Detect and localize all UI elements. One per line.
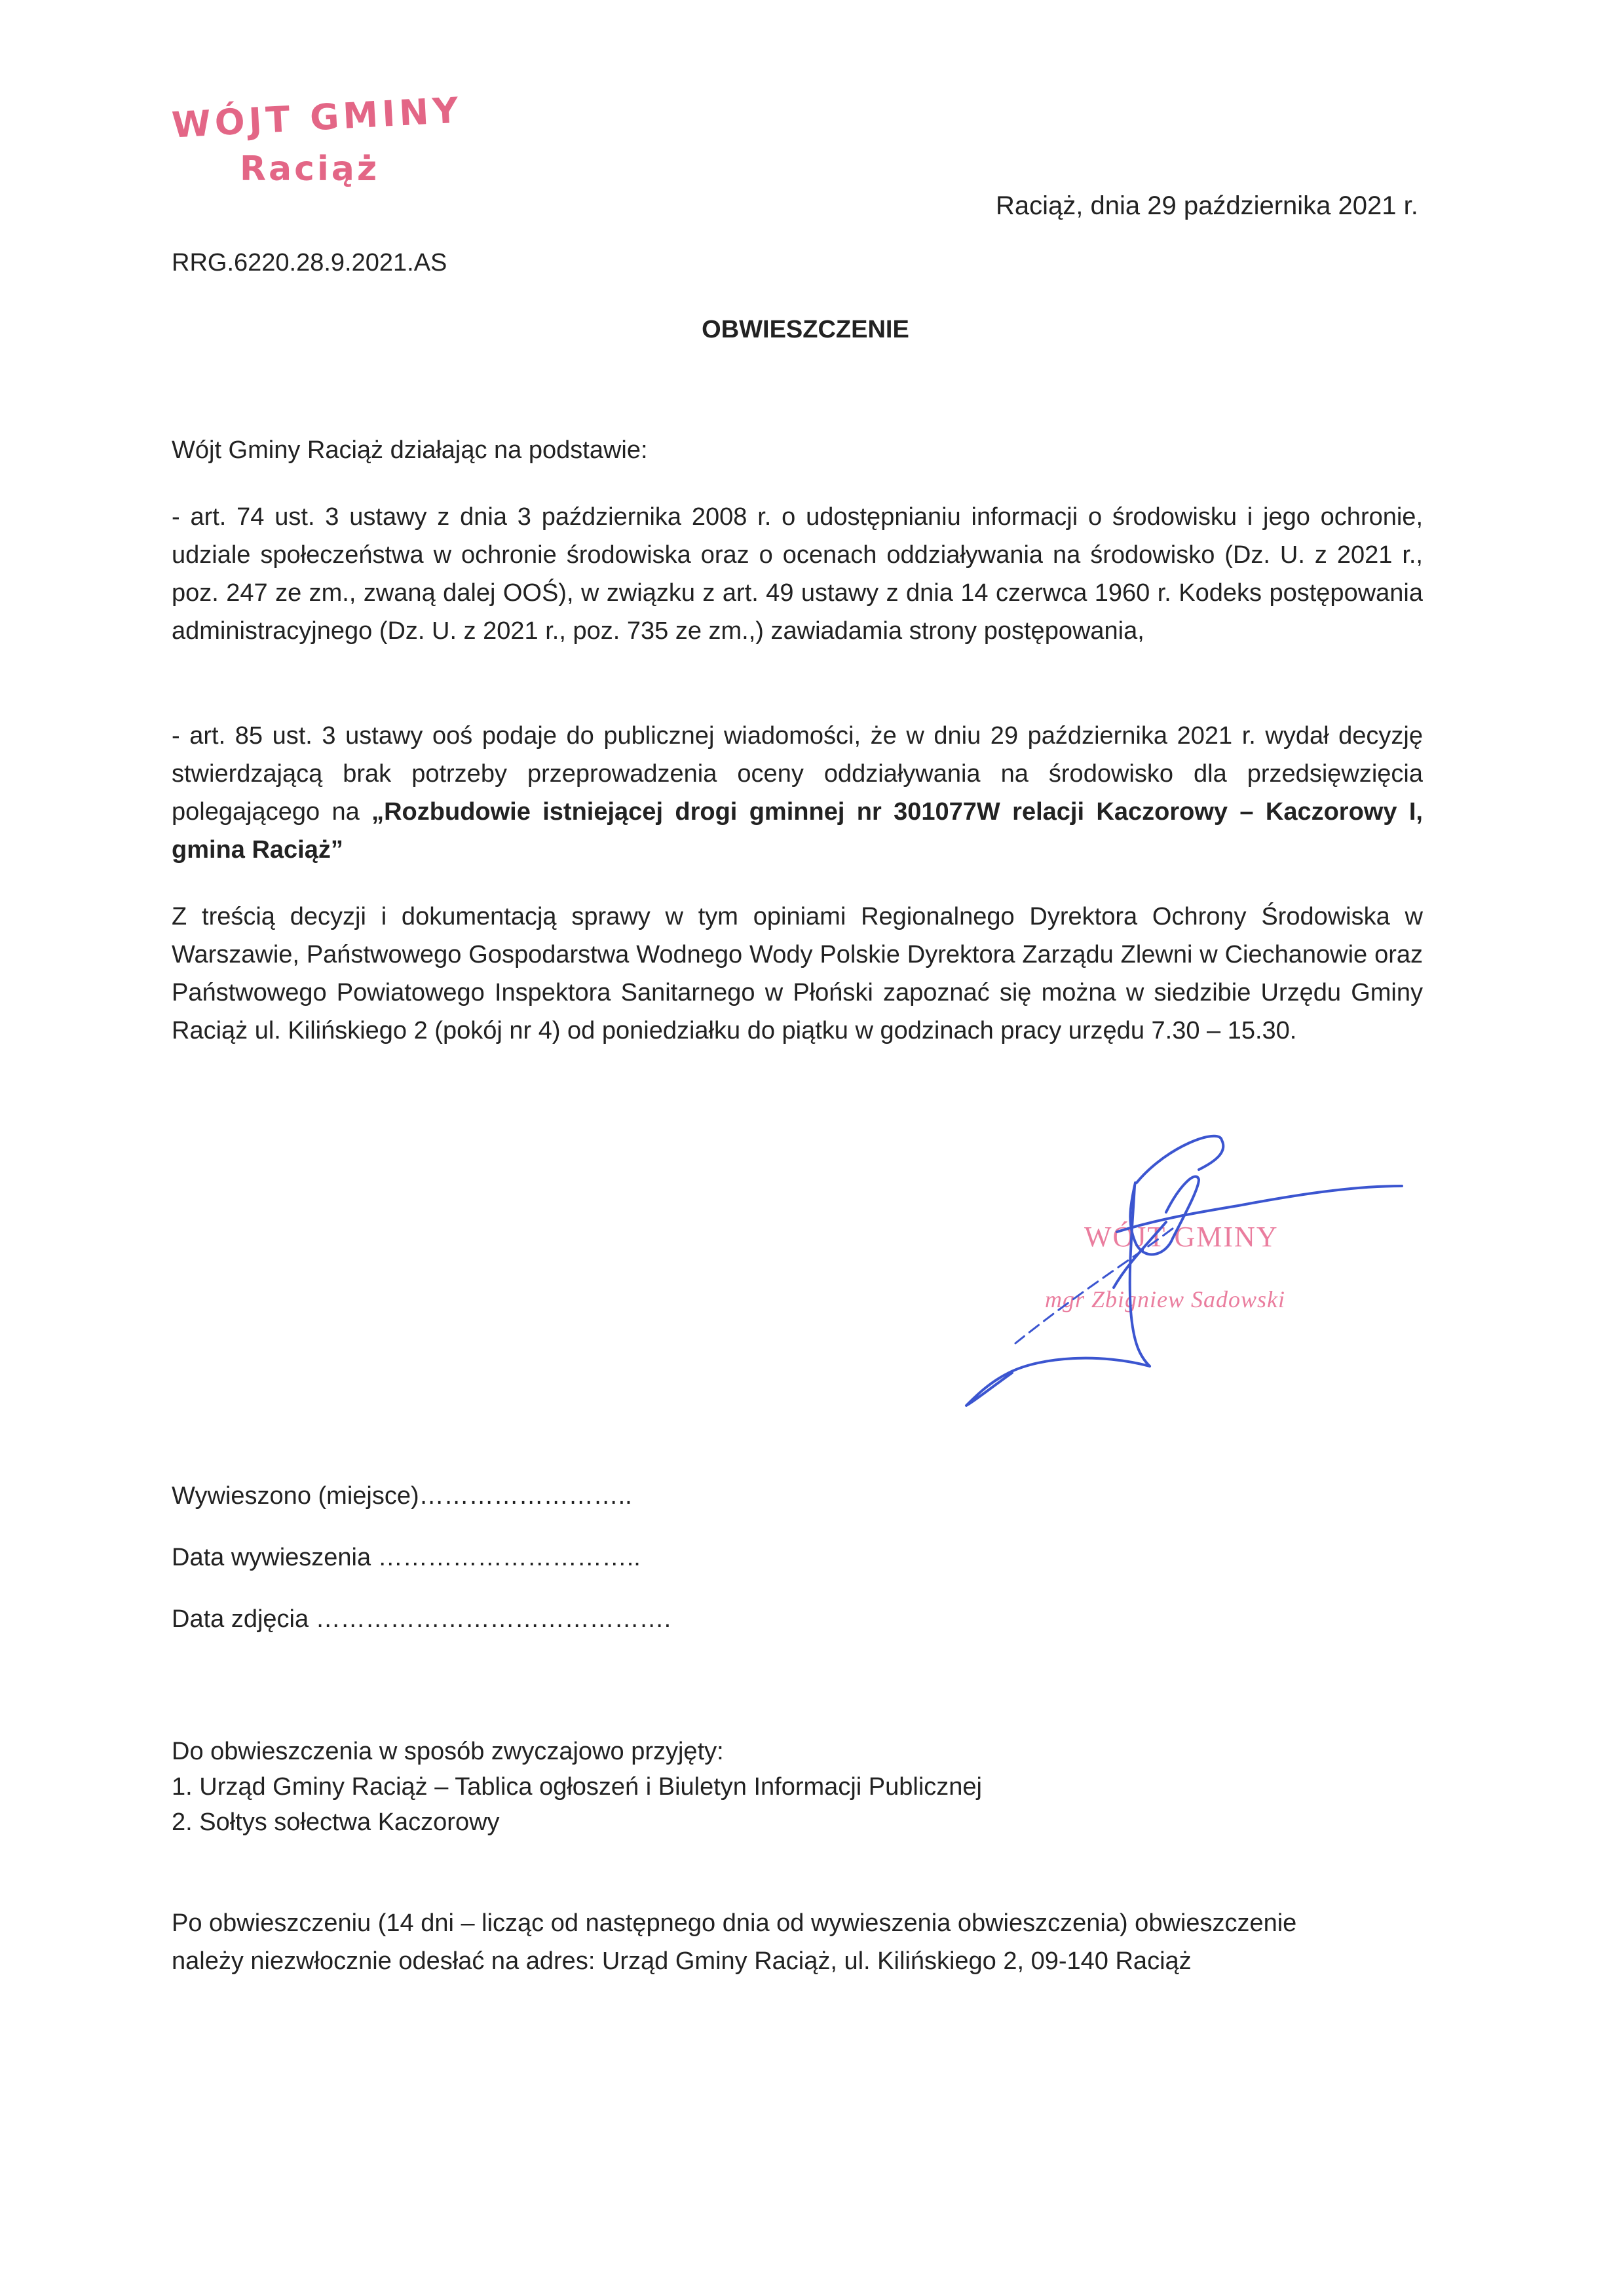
- document-title-wrapper: [0, 316, 1624, 344]
- return-instructions-line: Po obwieszczeniu (14 dni – licząc od następnego dnia od wywieszenia obwieszczenia) obwieszczenie: [172, 1909, 1297, 1937]
- project-name: „Rozbudowie istniejącej drogi gminnej nr 301077W relacji Kaczorowy – Kaczorowy I, gmina Raciąż”: [172, 798, 1423, 864]
- signature-stroke-horizontal: [1117, 1186, 1402, 1232]
- signature-stroke-top-loop: [1137, 1136, 1223, 1183]
- office-stamp-title: WÓJT GMINY: [170, 89, 464, 146]
- distribution-list: [172, 1734, 982, 1840]
- signature-stamp-name: mgr Zbigniew Sadowski: [1045, 1286, 1286, 1312]
- legal-basis-paragraph: - art. 74 ust. 3 ustawy z dnia 3 października 2008 r. o udostępnianiu informacji o środowisku i jego ochronie, udziale społeczeństwa w ochronie środowiska oraz o ocenach oddziaływania na środowisko (Dz. U. z 2021 r., poz. 247 ze zm., zwaną dalej OOŚ), w związku z art. 49 ustawy z dnia 14 czerwca 1960 r. Kodeks postępowania administracyjnego (Dz. U. z 2021 r., poz. 735 ze zm.,) zawiadamia strony postępowania,: [172, 503, 1423, 645]
- document-title: OBWIESZCZENIE: [702, 316, 909, 343]
- distribution-item: 2. Sołtys sołectwa Kaczorowy: [172, 1808, 500, 1836]
- signature-stroke-dashed: [1015, 1229, 1173, 1343]
- signature-stroke-diagonal: [1114, 1222, 1166, 1288]
- documentation-access-paragraph: Z treścią decyzji i dokumentacją sprawy w tym opiniami Regionalnego Dyrektora Ochrony Środowiska w Warszawie, Państwowego Gospodarstwa Wodnego Wody Polskie Dyrektora Zarządu Zlewni w Ciechanowie oraz Państwowego Powiatowego Inspektora Sanitarnego w Płoński zapoznać się można w siedzibie Urzędu Gminy Raciąż ul. Kilińskiego 2 (pokój nr 4) od poniedziałku do piątku w godzinach pracy urzędu 7.30 – 15.30.: [172, 903, 1423, 1044]
- return-instructions-line: należy niezwłocznie odesłać na adres: Urząd Gminy Raciąż, ul. Kilińskiego 2, 09-140 Raciąż: [172, 1947, 1192, 1975]
- decision-paragraph: [172, 717, 1423, 869]
- posting-date-field: Data wywieszenia …………………………..: [172, 1544, 641, 1571]
- posted-place-field: Wywieszono (miejsce)……………………..: [172, 1482, 632, 1510]
- signature-stroke-base: [966, 1358, 1150, 1406]
- decision-text: - art. 85 ust. 3 ustawy ooś podaje do publicznej wiadomości, że w dniu 29 października 2021 r. wydał decyzję stwierdzającą brak potrzeby przeprowadzenia oceny oddziaływania na środowisko dla przedsięwzięcia polegającego na: [172, 722, 1423, 826]
- reference-number: RRG.6220.28.9.2021.AS: [172, 249, 447, 277]
- signature-stamp-title: WÓJT GMINY: [1084, 1221, 1279, 1253]
- place-and-date: Raciąż, dnia 29 października 2021 r.: [996, 191, 1418, 220]
- distribution-heading: Do obwieszczenia w sposób zwyczajowo przyjęty:: [172, 1738, 724, 1765]
- office-stamp-place: Raciąż: [240, 149, 380, 189]
- intro-paragraph: Wójt Gminy Raciąż działając na podstawie:: [172, 436, 648, 464]
- distribution-item: 1. Urząd Gminy Raciąż – Tablica ogłoszeń i Biuletyn Informacji Publicznej: [172, 1773, 982, 1801]
- removal-date-field: Data zdjęcia …………………………………….: [172, 1605, 671, 1633]
- return-instructions: [172, 1904, 1423, 1980]
- handwritten-signature-icon: [950, 1114, 1474, 1442]
- signature-stroke-vertical: [1130, 1186, 1150, 1366]
